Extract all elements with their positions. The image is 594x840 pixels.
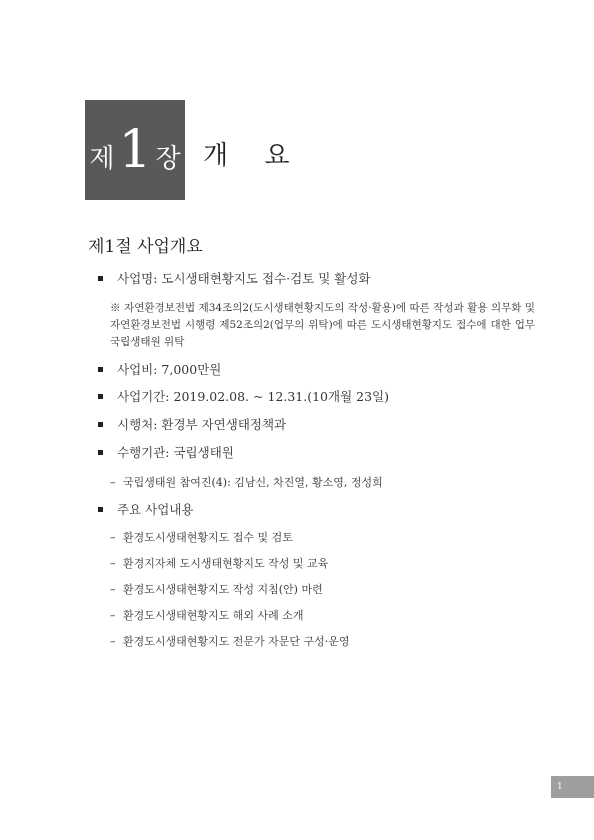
square-bullet-icon: [98, 450, 103, 455]
legal-note: ※ 자연환경보전법 제34조의2(도시생태현황지도의 작성·활용)에 따른 작성과 활용 의무화 및 자연환경보전법 시행령 제52조의2(업무의 위탁)에 따른 도시생태현황지도 접수에 대한 업무 국립생태원 위탁: [110, 302, 535, 348]
square-bullet-icon: [98, 276, 103, 281]
square-bullet-icon: [98, 394, 103, 399]
participants-text: 국립생태원 참여진(4): 김남신, 차진열, 황소영, 정성희: [123, 476, 383, 489]
chapter-badge: [85, 100, 185, 200]
main-content-text: 환경도시생태현황지도 전문가 자문단 구성·운영: [123, 635, 350, 648]
executor-text: 시행처: 환경부 자연생태정책과: [117, 417, 287, 432]
budget-text: 사업비: 7,000만원: [117, 362, 222, 377]
project-name-text: 사업명: 도시생태현황지도 접수·검토 및 활성화: [117, 271, 371, 286]
main-content-text: 환경도시생태현황지도 작성 지침(안) 마련: [123, 583, 323, 596]
dash-icon: –: [110, 583, 116, 596]
bullet-project-name: [98, 269, 371, 287]
square-bullet-icon: [98, 507, 103, 512]
bullet-period: [98, 387, 389, 405]
dash-icon: –: [110, 531, 116, 544]
dash-icon: –: [110, 635, 116, 648]
page-number: [551, 776, 594, 798]
main-content-label: 주요 사업내용: [117, 502, 194, 517]
dash-icon: –: [110, 476, 116, 489]
main-content-text: 환경지자체 도시생태현황지도 작성 및 교육: [123, 557, 329, 570]
bullet-executor: [98, 415, 286, 433]
bullet-main-content: [98, 500, 193, 518]
main-content-item: [110, 581, 323, 597]
main-content-item: [110, 633, 350, 649]
section-heading: 제1절 사업개요: [88, 237, 203, 257]
bullet-agency: [98, 443, 234, 461]
chapter-number: 1: [118, 120, 152, 180]
main-content-item: [110, 555, 328, 571]
main-content-item: [110, 607, 304, 623]
chapter-prefix: 제: [89, 143, 115, 174]
chapter-suffix: 장: [155, 143, 181, 174]
main-content-text: 환경도시생태현황지도 접수 및 검토: [123, 531, 293, 544]
page-number-text: 1: [557, 782, 563, 792]
main-content-text: 환경도시생태현황지도 해외 사례 소개: [123, 609, 304, 622]
period-text: 사업기간: 2019.02.08. ~ 12.31.(10개월 23일): [117, 389, 389, 404]
dash-icon: –: [110, 609, 116, 622]
bullet-budget: [98, 360, 221, 378]
chapter-title: 개 요: [203, 141, 304, 171]
agency-text: 수행기관: 국립생태원: [117, 445, 234, 460]
square-bullet-icon: [98, 367, 103, 372]
square-bullet-icon: [98, 422, 103, 427]
participants-item: [110, 474, 383, 490]
main-content-item: [110, 529, 293, 545]
dash-icon: –: [110, 557, 116, 570]
